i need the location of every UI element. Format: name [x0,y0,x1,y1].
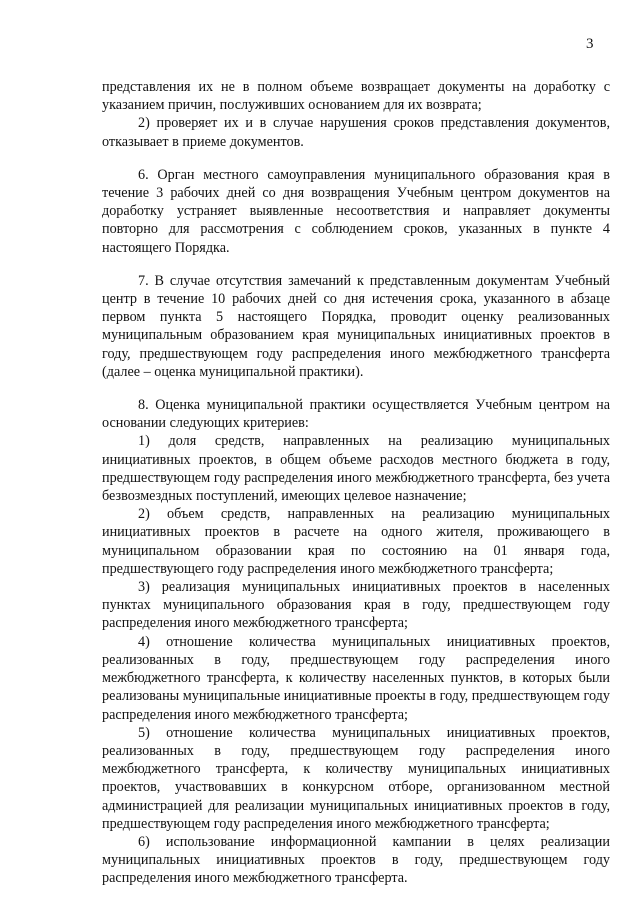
page-number: 3 [586,36,594,52]
paragraph: 1) доля средств, направленных на реализацию муниципальных инициативных проектов, в общем объеме расходов местного бюджета в году, предшествующем году распределения иного межбюджетного трансферта, без учета безвозмездных поступлений, имеющих целевое назначение; [102,433,610,505]
paragraph: 5) отношение количества муниципальных инициативных проектов, реализованных в году, предшествующем году распределения иного межбюджетного трансферта, к количеству муниципальных инициативных проектов, участвовавших в конкурсном отборе, организованном местной администрацией для реализации муниципальных инициативных проектов в году, предшествующем году распределения иного межбюджетного трансферта; [102,724,610,832]
paragraph: 6) использование информационной кампании в целях реализации муниципальных инициативных проектов в году, предшествующем году распределения иного межбюджетного трансферта. [102,833,610,887]
paragraph: 8. Оценка муниципальной практики осуществляется Учебным центром на основании следующих критериев: [102,397,610,432]
paragraph: представления их не в полном объеме возвращает документы на доработку с указанием причин, послуживших основанием для их возврата; [102,79,610,114]
paragraph: 4) отношение количества муниципальных инициативных проектов, реализованных в году, предшествующем году распределения иного межбюджетного трансферта, к количеству населенных пунктов, в которых были реализованы муниципальные инициативные проекты в году, предшествующем году распределения иного межбюджетного трансферта; [102,633,610,723]
paragraph: 2) проверяет их и в случае нарушения сроков представления документов, отказывает в приеме документов. [102,115,610,150]
paragraph: 7. В случае отсутствия замечаний к представленным документам Учебный центр в течение 10 рабочих дней со дня истечения срока, указанного в абзаце первом пункта 5 настоящего Порядка, проводит оценку реализованных муниципальным образованием края муниципальных инициативных проектов в году, предшествующем году распределения иного межбюджетного трансферта (далее – оценка муниципальной практики). [102,272,610,380]
paragraph: 3) реализация муниципальных инициативных проектов в населенных пунктах муниципального образования края в году, предшествующем году распределения иного межбюджетного трансферта; [102,579,610,632]
document-body [102,78,610,888]
paragraph: 6. Орган местного самоуправления муниципального образования края в течение 3 рабочих дней со дня возвращения Учебным центром документов на доработку устраняет выявленные несоответствия и направляет документы повторно для рассмотрения с соблюдением сроков, указанных в пункте 4 настоящего Порядка. [102,166,610,256]
paragraph: 2) объем средств, направленных на реализацию муниципальных инициативных проектов в расчете на одного жителя, проживающего в муниципальном образовании края по состоянию на 01 января года, предшествующего году распределения иного межбюджетного трансферта; [102,506,610,577]
